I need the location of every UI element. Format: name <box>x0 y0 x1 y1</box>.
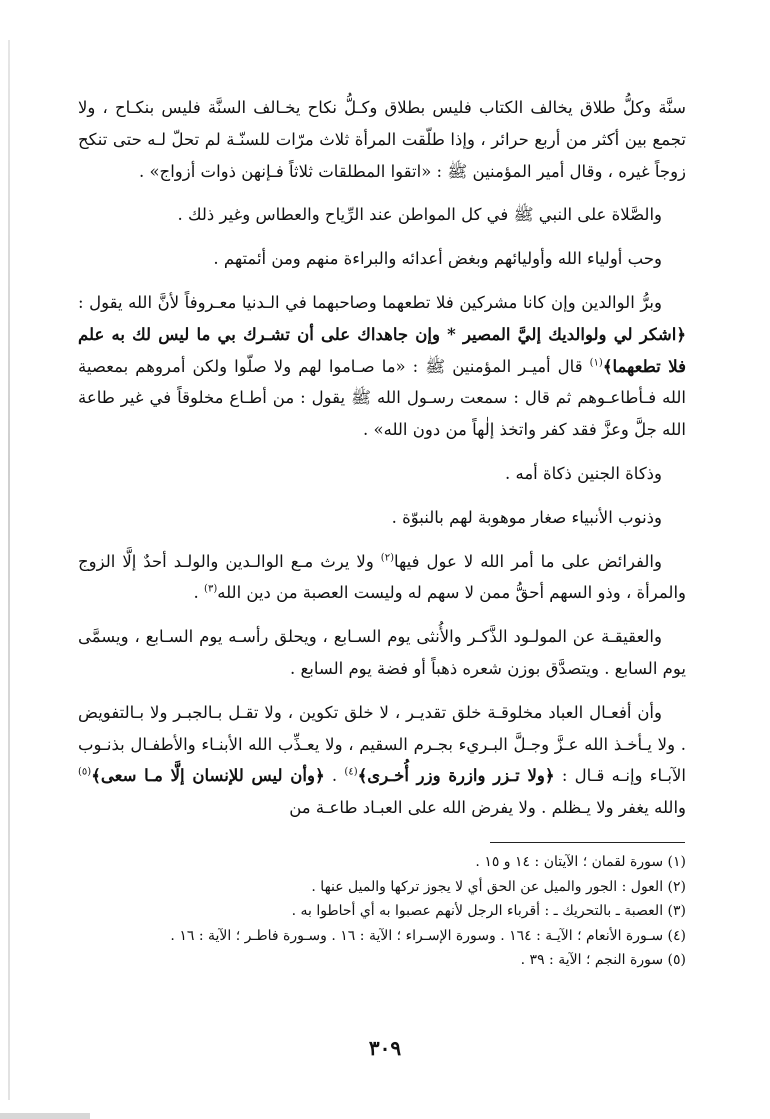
quran-quote: ﴿وأن ليس للإنسان إلَّا مـا سعى﴾ <box>91 766 325 786</box>
scan-edge-shadow <box>8 40 10 1100</box>
footnote-5: (٥) سورة النجم ؛ الآية : ٣٩ . <box>520 952 686 968</box>
text-segment: وبرُّ الوالدين وإن كانا مشركين فلا تطعهما وصاحبهما في الـدنيا معـروفاً لأنَّ الله يقول : <box>78 292 662 312</box>
paragraph-p6 <box>78 502 686 534</box>
text-segment: والصَّلاة على النبي ﷺ في كل المواطن عند الرِّياح والعطاس وغير ذلك . <box>177 205 662 225</box>
text-segment: ولا يرث مـع الوالـدين والولـد أحدٌ إلَّا الزوج والمرأة ، وذو السهم أحقُّ ممن لا سهم له وليست العصبة من دين الله <box>78 551 686 603</box>
text-segment: والعقيقـة عن المولـود الذَّكـر والأُنثى يوم السـابع ، ويحلق رأسـه يوم السـابع ، ويسمَّى يوم السابع . ويتصدَّق بوزن شعره ذهباً أو فضة يوم السابع . <box>78 627 686 678</box>
quran-quote: ﴿ولا تـزر وازرة وزر أُخـرى﴾ <box>357 766 555 786</box>
text-segment: والله يغفر ولا يـظلم . ولا يفرض الله على العبـاد طاعـة من <box>289 798 686 818</box>
paragraph-p9 <box>78 697 686 824</box>
text-segment: قال أميـر المؤمنين ﷺ : «ما صـاموا لهم ولا صلّوا ولكن أمروهم بمعصية الله فـأطاعـوهم ثم قال : سمعت رسـول الله ﷺ يقول : من أطـاع مخلوقاً في غير طاعة الله جلَّ وعزَّ فقد كفر واتخذ إلٰهاً من دون الله» . <box>78 356 686 440</box>
footnote-1: (١) سورة لقمان ؛ الآيتان : ١٤ و ١٥ . <box>475 854 686 870</box>
text-segment: وحب أولياء الله وأوليائهم وبغض أعدائه والبراءة منهم ومن أئمتهم . <box>213 249 662 269</box>
footnote-reference: (١) <box>589 357 603 369</box>
footnote-2: (٢) العول : الجور والميل عن الحق أي لا يجوز تركها والميل عنها . <box>311 878 686 895</box>
footnotes-section <box>78 850 686 973</box>
page-number: ٣٠٩ <box>368 1036 402 1060</box>
text-segment: وذنوب الأنبياء صغار موهوبة لهم بالنبوّة . <box>391 507 662 527</box>
footnote-reference: (٤) <box>344 766 358 778</box>
footnote-4: (٤) سـورة الأنعام ؛ الآيـة : ١٦٤ . وسورة الإسـراء ؛ الآية : ١٦ . وسـورة فاطـر ؛ الآية : ١٦ . <box>170 927 686 944</box>
paragraph-p7 <box>78 546 686 610</box>
text-segment: سنَّة وكلُّ طلاق يخالف الكتاب فليس بطلاق وكـلُّ نكاح يخـالف السنَّة فليس بنكـاح ، ولا تجمع بين أكثر من أربع حرائر ، وإذا طلّقت المرأة ثلاث مرّات للسنّـة لم تحلّ لـه حتى تنكح زوجاً غيره ، وقال أمير المؤمنين ﷺ : «اتقوا المطلقات ثلاثاً فـإنهن ذوات أزواج» . <box>78 98 686 181</box>
paragraph-p5 <box>78 458 686 490</box>
paragraph-p1 <box>78 92 686 187</box>
footnote-reference: (٢) <box>380 552 394 564</box>
footnote-separator <box>490 842 685 843</box>
text-segment: وذكاة الجنين ذكاة أمه . <box>505 463 662 483</box>
text-segment: . <box>193 583 205 603</box>
quran-quote: ﴿اشكر لي ولوالديك إليَّ المصير * وإن جاهداك على أن تشـرك بي ما ليس لك به علم فلا تطعهما﴾ <box>78 324 687 376</box>
text-segment: . <box>324 766 345 786</box>
footnote-reference: (٥) <box>78 766 92 778</box>
paragraph-p8 <box>78 621 686 685</box>
footnote-3: (٣) العصبة ـ بالتحريك ـ : أقرباء الرجل لأنهم عصبوا به أي أحاطوا به . <box>291 903 686 919</box>
scan-corner-shadow <box>0 1113 90 1119</box>
footnote-reference: (٣) <box>204 583 218 595</box>
text-segment: وأن أفعـال العباد مخلوقـة خلق تقديـر ، لا خلق تكوين ، ولا تقـل بـالجبـر ولا بـالتفويض . ولا يـأخـذ الله عـزَّ وجـلَّ البـريء بجـرم السقيم ، ولا يعـذِّب الله الأبنـاء والأطفـال بذنـوب الآبـاء وإنـه قـال : <box>78 702 686 786</box>
paragraph-p4 <box>78 287 686 446</box>
main-text-body <box>78 92 686 836</box>
paragraph-p2 <box>78 199 686 231</box>
text-segment: والفرائض على ما أمر الله لا عول فيها <box>393 551 662 571</box>
paragraph-p3 <box>78 243 686 275</box>
